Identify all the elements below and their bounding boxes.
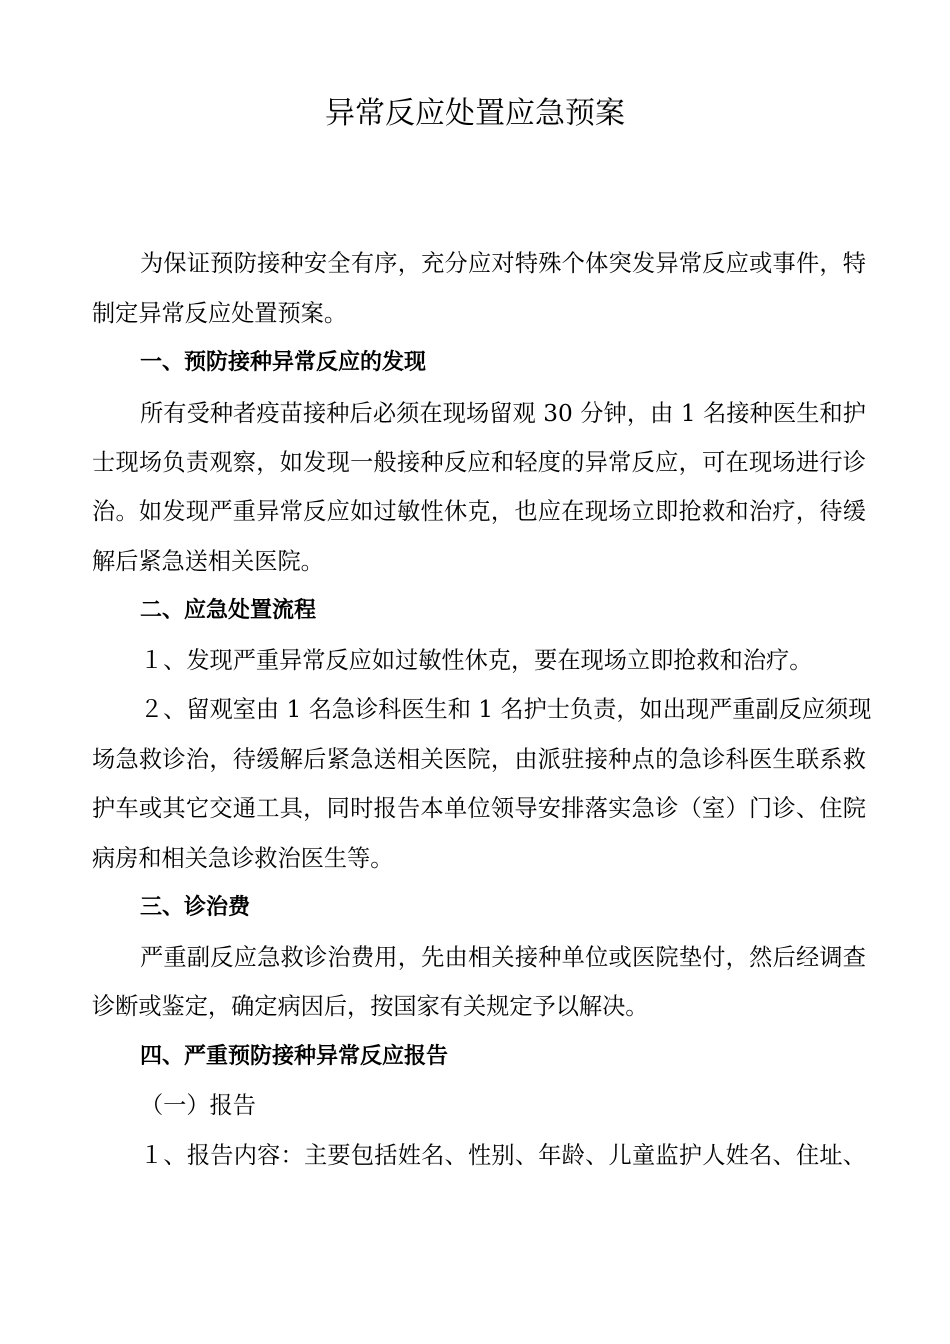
- section-4-sub-heading: （一）报告: [140, 1092, 256, 1119]
- intro-line-1: 为保证预防接种安全有序，充分应对特殊个体突发异常反应或事件，特: [140, 250, 866, 277]
- section-1-line-3: 治。如发现严重异常反应如过敏性休克，也应在现场立即抢救和治疗，待缓: [92, 498, 866, 525]
- section-4-heading: 四、严重预防接种异常反应报告: [140, 1044, 449, 1069]
- section-2-item-1: １、发现严重异常反应如过敏性休克，要在现场立即抢救和治疗。: [140, 647, 813, 674]
- section-2-heading: 二、应急处置流程: [140, 598, 317, 623]
- section-2-item-2-line-2: 场急救诊治，待缓解后紧急送相关医院，由派驻接种点的急诊科医生联系救: [92, 746, 866, 773]
- intro-line-2: 制定异常反应处置预案。: [92, 300, 348, 327]
- section-2-item-2-line-4: 病房和相关急诊救治医生等。: [92, 845, 394, 872]
- section-3-line-2: 诊断或鉴定，确定病因后，按国家有关规定予以解决。: [92, 993, 649, 1020]
- section-1-line-4: 解后紧急送相关医院。: [92, 548, 324, 575]
- section-1-line-2: 士现场负责观察，如发现一般接种反应和轻度的异常反应，可在现场进行诊: [92, 449, 866, 476]
- section-1-line-1: 所有受种者疫苗接种后必须在现场留观 30 分钟，由 1 名接种医生和护: [140, 400, 866, 427]
- section-3-line-1: 严重副反应急救诊治费用，先由相关接种单位或医院垫付，然后经调查: [140, 944, 866, 971]
- page-title: 异常反应处置应急预案: [325, 96, 625, 131]
- section-2-item-2-line-3: 护车或其它交通工具，同时报告本单位领导安排落实急诊（室）门诊、住院: [92, 795, 866, 822]
- section-2-item-2-line-1: ２、留观室由 1 名急诊科医生和 1 名护士负责，如出现严重副反应须现: [140, 696, 872, 723]
- section-3-heading: 三、诊治费: [140, 895, 251, 920]
- section-4-item-1: １、报告内容：主要包括姓名、性别、年龄、儿童监护人姓名、住址、: [140, 1142, 866, 1169]
- section-1-heading: 一、预防接种异常反应的发现: [140, 350, 427, 375]
